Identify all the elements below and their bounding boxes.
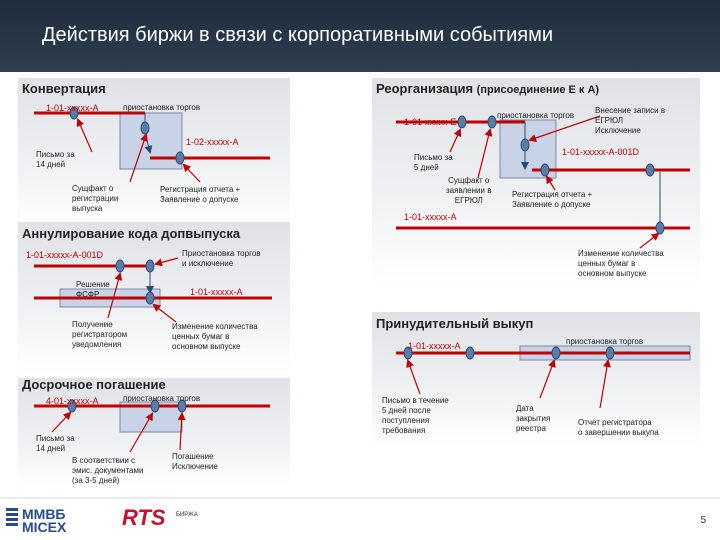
reorg-arrow-change [640, 234, 658, 248]
konvert-code-new: 1-02-xxxxx-A [186, 137, 239, 147]
konvert-suspension-box [120, 113, 182, 169]
annul-arrow-change [154, 305, 176, 322]
annul-suspend-label: Приостановка торгов и исключение [182, 249, 261, 268]
forced-letter-label: Письмо в течение 5 дней после поступления требования [382, 396, 449, 435]
konvert-arrow-reg [184, 165, 200, 182]
konvert-reg-label: Регистрация отчета + Заявление о допуске [160, 185, 241, 204]
reorg-arrow-letter [450, 130, 460, 152]
reorg-node-5 [646, 164, 654, 176]
konvert-code-old: 1-01-xxxxx-A [46, 103, 99, 113]
annul-node-2 [146, 260, 154, 272]
forced-arrow-report [600, 361, 608, 408]
forced-date-label: Дата закрытия реестра [516, 404, 551, 433]
reorg-reg-label: Регистрация отчета + Заявление о допуске [512, 190, 593, 209]
konvert-arrow-letter [78, 120, 92, 152]
reorg-arrow-reg [547, 177, 555, 190]
konvert-letter-label: Письмо за 14 дней [36, 150, 75, 169]
reorg-node-2 [488, 116, 496, 128]
reorg-egrul-label: Внесение записи в ЕГРЮЛ Исключение [595, 106, 666, 135]
reorg-code-a: 1-01-xxxxx-A [404, 212, 457, 222]
annul-received-label: Получение регистратором уведомления [72, 320, 128, 349]
reorg-node-4 [541, 164, 549, 176]
annul-node-3 [146, 292, 154, 304]
rts-logo: RTS [122, 505, 166, 530]
konvert-suspend-label: приостановка торгов [123, 103, 201, 112]
forced-arrow-date [540, 361, 554, 398]
annul-code-new: 1-01-xxxxx-A [190, 287, 243, 297]
early-letter-label: Письмо за 14 дней [36, 434, 75, 453]
early-repay-label: Погашение Исключение [172, 452, 218, 471]
reorg-letter-label: Письмо за 5 дней [414, 153, 453, 172]
micex-logo-mark [6, 508, 18, 526]
reorg-notice-label: Сущфакт о заявлении в ЕГРЮЛ [446, 176, 492, 205]
reorg-change-label: Изменение количества ценных бумаг в основном выпуске [578, 249, 664, 278]
early-docs-label: В соответствии с эмис. документами (за 3-5 дней) [72, 456, 144, 485]
forced-node-3 [552, 347, 560, 359]
konvert-title: Конвертация [22, 81, 106, 96]
forced-code: 1-01-xxxxx-A [408, 341, 461, 351]
reorg-code-e: 1-01-xxxxx-E [404, 117, 457, 127]
forced-arrow-letter [408, 361, 420, 394]
early-title: Досрочное погашение [22, 377, 166, 392]
forced-report-label: Отчет регистратора о завершении выкупа [578, 418, 659, 437]
forced-node-2 [466, 347, 474, 359]
annul-title: Аннулирование кода допвыпуска [22, 226, 241, 241]
reorg-code-a001d: 1-01-xxxxx-A-001D [562, 147, 640, 157]
annul-code-old: 1-01-xxxxx-A-001D [26, 250, 104, 260]
early-code: 4-01-xxxxx-A [46, 396, 99, 406]
forced-title: Принудительный выкуп [376, 316, 534, 331]
reorg-node-3 [521, 139, 529, 151]
reorg-node-1 [458, 116, 466, 128]
micex-logo: ММВБ MICEX [22, 506, 67, 535]
annul-arrow-suspend [156, 258, 178, 264]
early-suspend-label: приостановка торгов [123, 394, 201, 403]
page-title: Действия биржи в связи с корпоративными событиями [42, 24, 554, 46]
rts-logo-sub: БИРЖА [176, 512, 198, 518]
annul-decision-label: Решение ФСФР [76, 280, 110, 299]
reorg-suspend-label: приостановка торгов [497, 111, 575, 120]
konvert-node-2 [141, 122, 149, 134]
forced-node-4 [606, 347, 614, 359]
konvert-notice-label: Сущфакт о регистрации выпуска [72, 184, 119, 213]
reorg-arrow-notice [478, 130, 490, 178]
reorg-title: Реорганизация (присоединение Е к А) [376, 81, 600, 96]
early-arrow-letter [52, 413, 70, 432]
konvert-node-3 [176, 152, 184, 164]
reorg-node-6 [656, 222, 664, 234]
annul-change-label: Изменение количества ценных бумаг в основном выпуске [172, 322, 258, 351]
annul-node-1 [116, 260, 124, 272]
page-number: 5 [700, 515, 706, 526]
forced-suspend-label: приостановка торгов [566, 337, 644, 346]
